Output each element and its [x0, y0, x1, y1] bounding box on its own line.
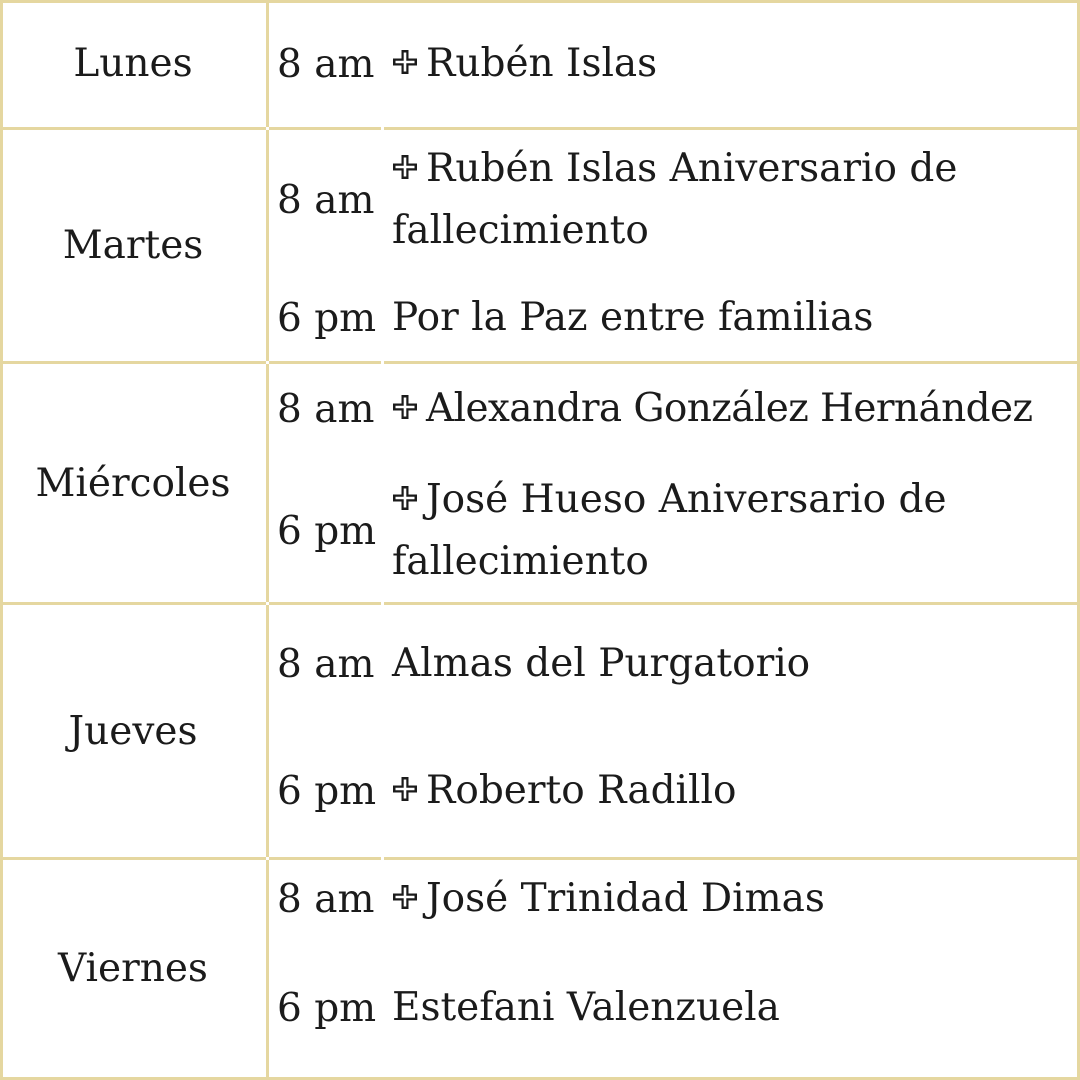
schedule-row-lunes: [0, 0, 1080, 127]
mass-time: 8 am: [277, 386, 375, 432]
cross-icon: [392, 884, 418, 910]
day-label: Viernes: [58, 946, 208, 991]
cross-icon: [392, 776, 418, 802]
cross-icon: [392, 485, 418, 511]
mass-time: 8 am: [277, 876, 375, 922]
cross-icon: [392, 394, 418, 420]
day-label: Miércoles: [35, 460, 231, 506]
schedule-row-martes: [0, 130, 1080, 361]
mass-entry: [277, 977, 1060, 1039]
mass-entry: [277, 138, 1060, 262]
schedule-row-jueves: [0, 605, 1080, 857]
mass-intention: Estefani Valenzuela: [392, 985, 780, 1030]
mass-intention: Almas del Purgatorio: [392, 641, 811, 686]
mass-time: 6 pm: [277, 985, 377, 1031]
mass-time: 6 pm: [277, 768, 377, 814]
mass-time: 6 pm: [277, 508, 377, 554]
mass-intention: José Trinidad Dimas: [392, 868, 1060, 930]
schedule-row-miercoles: [0, 364, 1080, 602]
cross-icon: [392, 154, 418, 180]
mass-intention: Roberto Radillo: [392, 760, 1060, 822]
mass-time: 8 am: [277, 641, 375, 687]
mass-intention: José Hueso Aniversario de fallecimiento: [392, 477, 947, 584]
cross-icon: [392, 49, 418, 75]
mass-time: 8 am: [277, 177, 375, 223]
mass-entry: [277, 868, 1060, 930]
mass-entry: [277, 378, 1060, 440]
mass-entry: [277, 633, 1060, 695]
mass-time: 6 pm: [277, 295, 377, 341]
day-label: Lunes: [73, 41, 193, 86]
mass-intention: Por la Paz entre familias: [392, 295, 874, 340]
mass-entry: [277, 469, 1060, 593]
mass-entry: [277, 287, 1060, 349]
mass-time: 8 am: [277, 41, 375, 87]
mass-intention: Rubén Islas Aniversario de fallecimiento: [392, 146, 958, 253]
mass-entry: [277, 33, 1060, 95]
day-label: Jueves: [68, 708, 198, 754]
day-label: Martes: [62, 223, 204, 268]
mass-entry: [277, 760, 1060, 822]
mass-intention: Rubén Islas: [392, 33, 1060, 95]
mass-intention: Alexandra González Hernández: [392, 378, 1060, 440]
schedule-row-viernes: [0, 860, 1080, 1077]
